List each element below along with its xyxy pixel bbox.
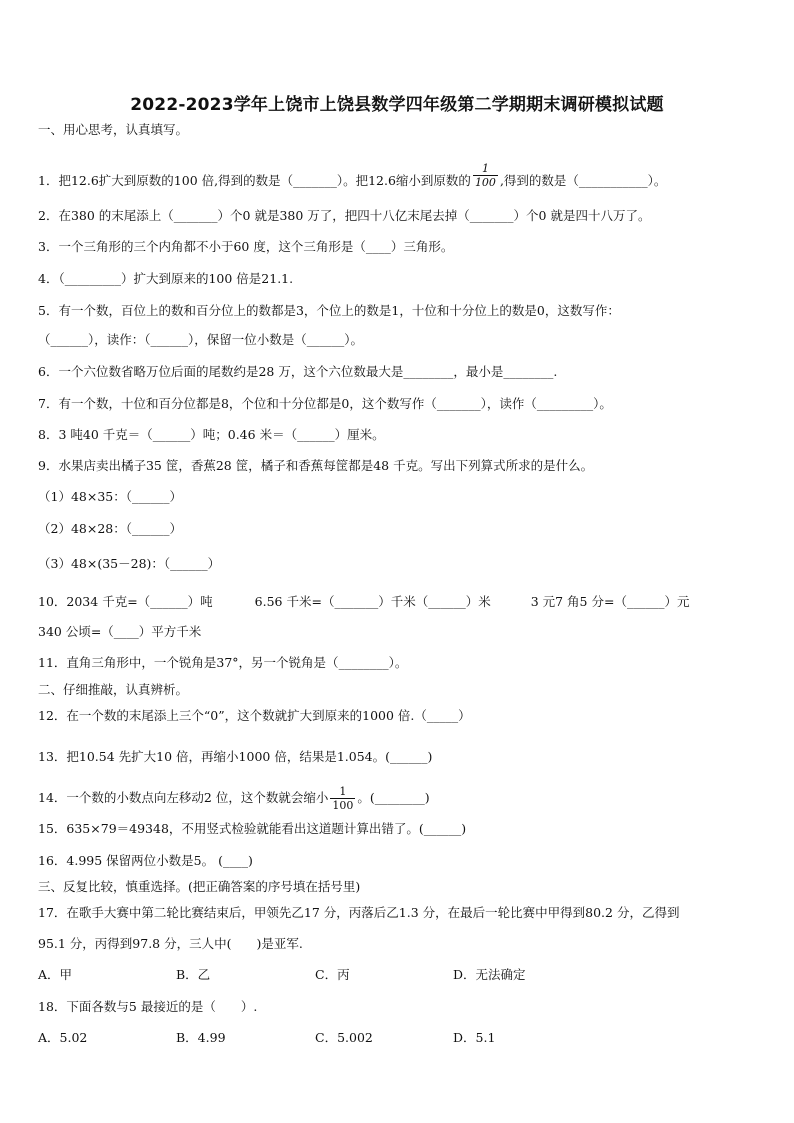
question-17-line-2: 95.1 分，丙得到97.8 分，三人中( )是亚军.	[38, 936, 303, 951]
question-11: 11．直角三角形中，一个锐角是37°，另一个锐角是（________）。	[38, 655, 408, 670]
question-5-line-1: 5．有一个数，百位上的数和百分位上的数都是3，个位上的数是1，十位和十分位上的数是0，这数写作：	[38, 303, 620, 318]
fraction-one-hundredth	[330, 785, 355, 812]
question-15: 15．635×79＝49348，不用竖式检验就能看出这道题计算出错了。(______)	[38, 821, 467, 836]
question-2: 2．在380 的末尾添上（_______）个0 就是380 万了，把四十八亿末尾去掉（_______）个0 就是四十八万了。	[38, 208, 651, 223]
question-9: 9．水果店卖出橘子35 筐，香蕉28 筐，橘子和香蕉每筐都是48 千克。写出下列算式所求的是什么。	[38, 458, 594, 473]
question-17-option-a: A．甲	[38, 967, 73, 982]
question-4: 4．（_________）扩大到原来的100 倍是21.1.	[38, 271, 294, 286]
question-10-part3: 3 元7 角5 分=（______）元	[530, 594, 690, 609]
question-10-part2: 6.56 千米=（_______）千米（______）米	[254, 594, 491, 609]
fraction-numerator: 1	[473, 162, 498, 176]
question-1-part2: ,得到的数是（___________）。	[499, 173, 667, 188]
question-14-part1: 14．一个数的小数点向左移动2 位，这个数就会缩小	[38, 790, 329, 805]
question-5-line-2: （______），读作：（______），保留一位小数是（______）。	[38, 332, 364, 347]
question-14	[38, 785, 430, 812]
section-1-heading: 一、用心思考，认真填写。	[38, 122, 189, 137]
question-12: 12．在一个数的末尾添上三个“0”，这个数就扩大到原来的1000 倍.（_____）	[38, 708, 471, 723]
fraction-one-hundredth	[473, 162, 498, 189]
question-9-sub-2: （2）48×28：（______）	[38, 521, 182, 536]
question-10-line-1	[38, 594, 689, 610]
question-10-line-2: 340 公顷=（____）平方千米	[38, 624, 202, 639]
fraction-denominator: 100	[474, 176, 496, 189]
question-16: 16．4.995 保留两位小数是5。 (____)	[38, 853, 253, 868]
question-18-option-d: D．5.1	[453, 1030, 496, 1045]
question-17-option-c: C．丙	[315, 967, 350, 982]
question-17-line-1: 17．在歌手大赛中第二轮比赛结束后，甲领先乙17 分，丙落后乙1.3 分，在最后一轮比赛中甲得到80.2 分，乙得到	[38, 905, 680, 920]
question-10-part1: 10．2034 千克=（______）吨	[38, 594, 213, 609]
page-title: 2022-2023学年上饶市上饶县数学四年级第二学期期末调研模拟试题	[130, 95, 664, 115]
section-3-heading: 三、反复比较，慎重选择。(把正确答案的序号填在括号里)	[38, 879, 361, 894]
fraction-denominator: 100	[332, 799, 354, 812]
question-18-option-b: B．4.99	[176, 1030, 226, 1045]
question-8: 8．3 吨40 千克＝（______）吨；0.46 米＝（______）厘米。	[38, 427, 385, 442]
question-14-part2: 。(________)	[357, 790, 430, 805]
question-18-option-c: C．5.002	[315, 1030, 373, 1045]
question-13: 13．把10.54 先扩大10 倍，再缩小1000 倍，结果是1.054。(______)	[38, 749, 433, 764]
question-7: 7．有一个数，十位和百分位都是8，个位和十分位都是0，这个数写作（_______），读作（_________）。	[38, 396, 612, 411]
question-17-option-d: D．无法确定	[453, 967, 526, 982]
question-17-option-b: B．乙	[176, 967, 211, 982]
question-18-option-a: A．5.02	[38, 1030, 88, 1045]
question-9-sub-3: （3）48×(35－28)：（______）	[38, 556, 221, 571]
question-6: 6．一个六位数省略万位后面的尾数约是28 万，这个六位数最大是________，最小是________.	[38, 364, 558, 379]
question-1-part1: 1．把12.6扩大到原数的100 倍,得到的数是（_______）。把12.6缩小到原数的	[38, 173, 471, 188]
question-1	[38, 162, 667, 195]
question-18: 18．下面各数与5 最接近的是（ ）.	[38, 999, 258, 1014]
section-2-heading: 二、仔细推敲，认真辨析。	[38, 682, 189, 697]
fraction-numerator: 1	[330, 785, 355, 799]
question-9-sub-1: （1）48×35：（______）	[38, 489, 182, 504]
question-3: 3．一个三角形的三个内角都不小于60 度，这个三角形是（____）三角形。	[38, 239, 454, 254]
